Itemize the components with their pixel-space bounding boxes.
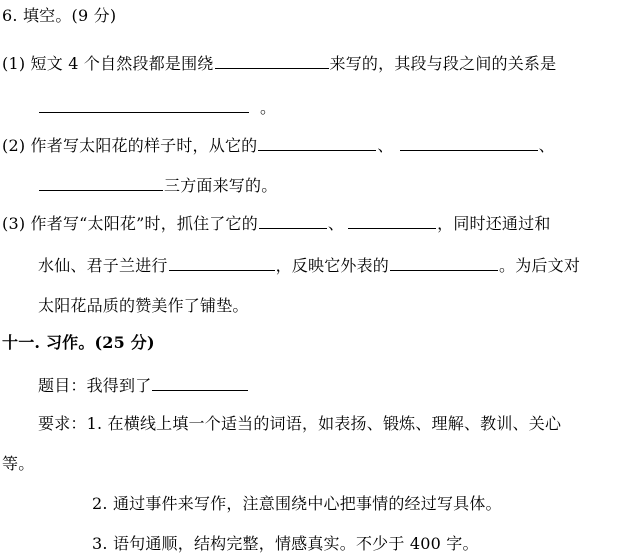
blank-q2-aspect-2[interactable] (400, 134, 538, 151)
section-6-heading: 6. 填空。(9 分) (2, 6, 117, 25)
blank-q2-aspect-1[interactable] (258, 134, 376, 151)
blank-essay-title[interactable] (152, 374, 248, 391)
blank-q3-feature-1[interactable] (259, 212, 327, 229)
blank-q1-relation[interactable] (39, 96, 249, 113)
blank-q3-comparison[interactable] (169, 254, 275, 271)
question-1-line-2: 。 (38, 96, 276, 118)
question-3-line-3: 太阳花品质的赞美作了铺垫。 (38, 296, 249, 315)
blank-q3-appearance[interactable] (390, 254, 498, 271)
blank-q2-aspect-3[interactable] (39, 174, 163, 191)
question-3-line-2: 水仙、君子兰进行 ，反映它外表的 。为后文对 (38, 256, 581, 275)
requirement-2: 2. 通过事件来写作，注意围绕中心把事情的经过写具体。 (92, 494, 502, 513)
requirement-3: 3. 语句通顺，结构完整，情感真实。不少于 400 字。 (92, 534, 479, 553)
question-2-line-1: (2) 作者写太阳花的样子时，从它的 、 、 (2, 136, 555, 155)
question-3-line-1: (3) 作者写“太阳花”时，抓住了它的 、 ，同时还通过和 (2, 214, 551, 233)
section-11-heading: 十一. 习作。(25 分) (2, 333, 155, 352)
requirement-1-line-2: 等。 (2, 454, 35, 473)
blank-q1-topic[interactable] (215, 52, 329, 69)
question-1-line-1: (1) 短文 4 个自然段都是围绕 来写的，其段与段之间的关系是 (2, 54, 557, 73)
requirement-1-line-1: 要求：1. 在横线上填一个适当的词语，如表扬、锻炼、理解、教训、关心 (38, 414, 562, 433)
question-2-line-2: 三方面来写的。 (38, 174, 277, 196)
blank-q3-feature-2[interactable] (348, 212, 436, 229)
essay-title-line: 题目：我得到了 (38, 374, 249, 396)
